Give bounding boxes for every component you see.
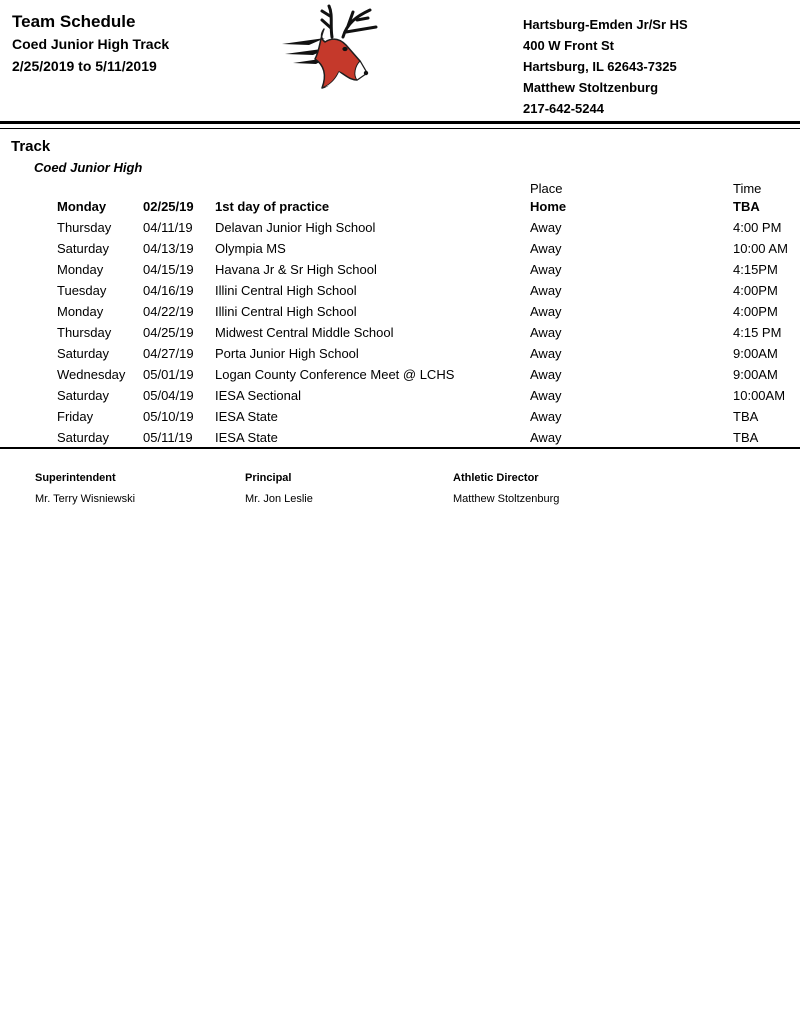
- cell-day: Saturday: [57, 388, 110, 403]
- team-heading: Coed Junior High: [34, 160, 143, 175]
- header-divider-thick: [0, 121, 800, 124]
- cell-place: Away: [530, 430, 562, 445]
- cell-day: Saturday: [57, 241, 110, 256]
- cell-event: IESA State: [215, 430, 278, 445]
- cell-time: 4:00 PM: [733, 220, 782, 235]
- cell-place: Away: [530, 283, 562, 298]
- cell-place: Away: [530, 409, 562, 424]
- official-principal: [245, 472, 313, 505]
- cell-date: 04/16/19: [143, 283, 194, 298]
- official-name: Mr. Terry Wisniewski: [35, 493, 136, 505]
- cell-date: 04/27/19: [143, 346, 194, 361]
- schedule-row: [0, 259, 800, 280]
- school-name: Hartsburg-Emden Jr/Sr HS: [523, 17, 688, 32]
- cell-day: Thursday: [57, 325, 112, 340]
- cell-day: Monday: [57, 304, 104, 319]
- schedule-row: [0, 385, 800, 406]
- cell-place: Away: [530, 262, 562, 277]
- schedule-row: [0, 238, 800, 259]
- cell-date: 04/22/19: [143, 304, 194, 319]
- cell-time: 4:15PM: [733, 262, 778, 277]
- cell-event: Illini Central High School: [215, 304, 357, 319]
- cell-day: Monday: [57, 262, 104, 277]
- cell-place: Away: [530, 220, 562, 235]
- cell-date: 05/01/19: [143, 367, 194, 382]
- cell-day: Friday: [57, 409, 94, 424]
- cell-day: Thursday: [57, 220, 112, 235]
- cell-day: Tuesday: [57, 283, 107, 298]
- cell-event: Midwest Central Middle School: [215, 325, 394, 340]
- season-date-range: 2/25/2019 to 5/11/2019: [12, 58, 157, 74]
- schedule-table: [0, 182, 800, 448]
- cell-date: 04/25/19: [143, 325, 194, 340]
- col-header-date-spacer: [143, 182, 215, 196]
- cell-place: Away: [530, 241, 562, 256]
- document-header-left: [12, 11, 169, 77]
- cell-date: 02/25/19: [143, 199, 194, 214]
- schedule-row: [0, 406, 800, 427]
- cell-event: IESA Sectional: [215, 388, 301, 403]
- school-address-line1: 400 W Front St: [523, 38, 615, 53]
- cell-place: Away: [530, 367, 562, 382]
- official-title: Athletic Director: [453, 472, 539, 484]
- school-address-line2: Hartsburg, IL 62643-7325: [523, 59, 677, 74]
- cell-day: Monday: [57, 199, 107, 214]
- official-title: Principal: [245, 472, 292, 484]
- official-athletic-director: [453, 472, 559, 505]
- official-name: Mr. Jon Leslie: [245, 493, 313, 505]
- schedule-row: [0, 427, 800, 448]
- cell-day: Wednesday: [57, 367, 126, 382]
- cell-day: Saturday: [57, 430, 110, 445]
- official-superintendent: [35, 472, 135, 505]
- cell-time: 10:00 AM: [733, 241, 788, 256]
- header-divider-thin: [0, 128, 800, 129]
- cell-day: Saturday: [57, 346, 110, 361]
- cell-event: Havana Jr & Sr High School: [215, 262, 377, 277]
- official-name: Matthew Stoltzenburg: [453, 493, 560, 505]
- cell-time: TBA: [733, 409, 759, 424]
- school-phone: 217-642-5244: [523, 101, 604, 116]
- stag-mascot-logo: [282, 3, 394, 91]
- cell-time: 4:15 PM: [733, 325, 782, 340]
- col-header-time: Time: [733, 181, 762, 196]
- cell-time: TBA: [733, 199, 760, 214]
- cell-place: Away: [530, 388, 562, 403]
- cell-date: 05/10/19: [143, 409, 194, 424]
- school-info-block: [523, 14, 688, 119]
- cell-event: Illini Central High School: [215, 283, 357, 298]
- cell-place: Home: [530, 199, 567, 214]
- cell-date: 05/11/19: [143, 430, 193, 445]
- cell-event: Delavan Junior High School: [215, 220, 376, 235]
- cell-place: Away: [530, 325, 562, 340]
- schedule-body: [0, 196, 800, 448]
- cell-event: Porta Junior High School: [215, 346, 359, 361]
- schedule-row: [0, 364, 800, 385]
- official-title: Superintendent: [35, 472, 116, 484]
- cell-time: 4:00PM: [733, 283, 778, 298]
- cell-time: 4:00PM: [733, 304, 778, 319]
- col-header-event-spacer: [215, 182, 530, 196]
- cell-event: Logan County Conference Meet @ LCHS: [215, 367, 455, 382]
- footer-divider: [0, 447, 800, 449]
- cell-time: 9:00AM: [733, 346, 778, 361]
- cell-time: 10:00AM: [733, 388, 786, 403]
- cell-event: Olympia MS: [215, 241, 286, 256]
- cell-place: Away: [530, 346, 562, 361]
- schedule-row: [0, 301, 800, 322]
- schedule-row: [0, 196, 800, 217]
- cell-date: 04/15/19: [143, 262, 194, 277]
- cell-event: 1st day of practice: [215, 199, 330, 214]
- cell-date: 04/11/19: [143, 220, 193, 235]
- cell-date: 04/13/19: [143, 241, 194, 256]
- page-title: Team Schedule: [12, 12, 136, 31]
- sport-heading: Track: [11, 138, 51, 155]
- schedule-row: [0, 280, 800, 301]
- cell-date: 05/04/19: [143, 388, 194, 403]
- cell-event: IESA State: [215, 409, 278, 424]
- team-sport-subtitle: Coed Junior High Track: [12, 36, 170, 52]
- schedule-row: [0, 343, 800, 364]
- col-header-place: Place: [530, 181, 563, 196]
- col-header-day-spacer: [57, 182, 143, 196]
- school-contact-name: Matthew Stoltzenburg: [523, 80, 659, 95]
- cell-time: TBA: [733, 430, 759, 445]
- cell-place: Away: [530, 304, 562, 319]
- stag-icon: [282, 3, 394, 89]
- cell-time: 9:00AM: [733, 367, 778, 382]
- schedule-row: [0, 322, 800, 343]
- schedule-row: [0, 217, 800, 238]
- schedule-column-header-row: [0, 182, 800, 196]
